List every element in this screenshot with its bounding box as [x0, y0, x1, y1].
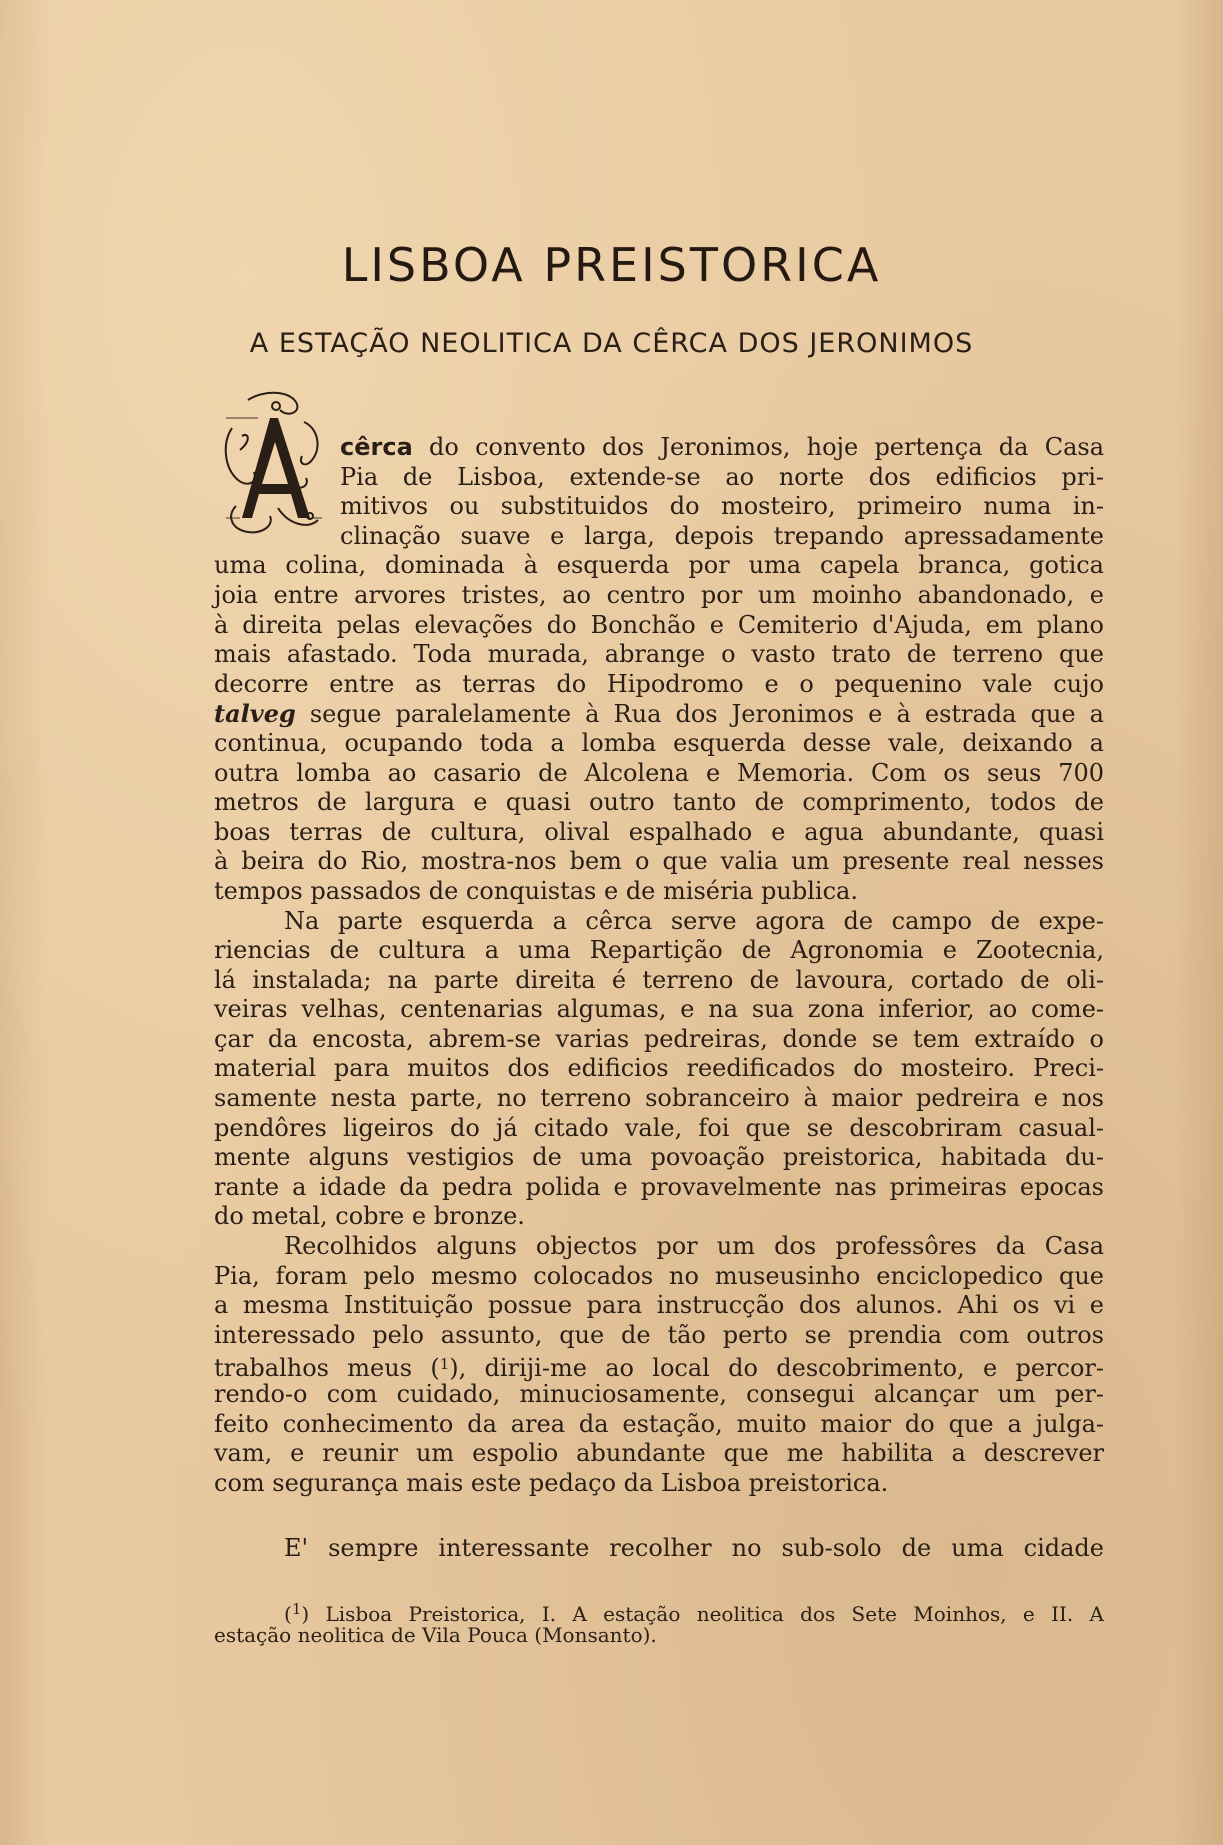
text-line: veiras velhas, centenarias algumas, e na sua zona inferior, ao come-	[214, 995, 1104, 1024]
text-line: Na parte esquerda a cêrca serve agora de campo de expe-	[284, 906, 1104, 935]
text-line: riencias de cultura a uma Repartição de Agronomia e Zootecnia,	[214, 936, 1104, 965]
footnote-line: ($^1$) Lisboa Preistorica, I. A estação neolitica dos Sete Moinhos, e II. A	[284, 1600, 1104, 1626]
text-line: trabalhos meus ($^1$), diriji-me ao local do descobrimento, e percor-	[214, 1354, 1104, 1383]
article-body	[214, 433, 1104, 1564]
text-line: cêrca do convento dos Jeronimos, hoje pertença da Casa	[340, 433, 1104, 461]
text-line: feito conhecimento da area da estação, muito maior do que a julga-	[214, 1409, 1104, 1438]
text-line: continua, ocupando toda a lomba esquerda desse vale, deixando a	[214, 728, 1104, 757]
footnote	[214, 1596, 1104, 1648]
text-line: talveg segue paralelamente à Rua dos Jeronimos e à estrada que a	[214, 699, 1104, 729]
text-line: rendo-o com cuidado, minuciosamente, consegui alcançar um per-	[214, 1380, 1104, 1408]
drop-cap-letter: A	[275, 506, 276, 507]
text-line: outra lomba ao casario de Alcolena e Memoria. Com os seus 700	[214, 758, 1104, 787]
text-line: E' sempre interessante recolher no sub-solo de uma cidade	[284, 1534, 1104, 1563]
text-line: mais afastado. Toda murada, abrange o vasto trato de terreno que	[214, 640, 1104, 669]
page-subtitle: A ESTAÇÃO NEOLITICA DA CÊRCA DOS JERONIMOS	[249, 328, 974, 359]
text-line: rante a idade da pedra polida e provavelmente nas primeiras epocas	[214, 1172, 1104, 1201]
text-line: decorre entre as terras do Hipodromo e o pequenino vale cujo	[214, 669, 1104, 698]
text-line: joia entre arvores tristes, ao centro por um moinho abandonado, e	[214, 580, 1104, 609]
text-line: mitivos ou substituidos do mosteiro, primeiro numa in-	[340, 492, 1104, 521]
text-line: material para muitos dos edificios reedificados do mosteiro. Preci-	[214, 1054, 1104, 1083]
text-line: lá instalada; na parte direita é terreno de lavoura, cortado de oli-	[214, 965, 1104, 994]
text-line: vam, e reunir um espolio abundante que me habilita a descrever	[214, 1439, 1104, 1468]
text-line: boas terras de cultura, olival espalhado e agua abundante, quasi	[214, 817, 1104, 846]
text-line: com segurança mais este pedaço da Lisboa preistorica.	[214, 1468, 889, 1497]
footnote-ref: 1	[439, 1355, 450, 1374]
text-line: Recolhidos alguns objectos por um dos professôres da Casa	[284, 1232, 1104, 1261]
text-line: uma colina, dominada à esquerda por uma capela branca, gotica	[214, 551, 1104, 580]
text-line: Pia, foram pelo mesmo colocados no museusinho enciclopedico que	[214, 1261, 1104, 1290]
text-line: à direita pelas elevações do Bonchão e Cemiterio d'Ajuda, em plano	[214, 610, 1104, 639]
page-title: LISBOA PREISTORICA	[341, 238, 882, 292]
text-line: pendôres ligeiros do já citado vale, foi que se descobriram casual-	[214, 1113, 1104, 1142]
text-line: Pia de Lisboa, extende-se ao norte dos edificios pri-	[340, 462, 1104, 491]
text-line: clinação suave e larga, depois trepando apressadamente	[340, 521, 1104, 550]
lead-word: cêrca	[340, 433, 413, 461]
italic-term: talveg	[214, 699, 296, 729]
text-line: mente alguns vestigios de uma povoação preistorica, habitada du-	[214, 1143, 1104, 1172]
paragraph-gap	[214, 1498, 1104, 1534]
text-line: samente nesta parte, no terreno sobranceiro à maior pedreira e nos	[214, 1084, 1104, 1113]
footnote-mark: 1	[291, 1600, 302, 1618]
footnote-line: estação neolitica de Vila Pouca (Monsanto).	[214, 1623, 657, 1647]
text-line: metros de largura e quasi outro tanto de comprimento, todos de	[214, 788, 1104, 817]
text-line: interessado pelo assunto, que de tão perto se prendia com outros	[214, 1320, 1104, 1349]
text-line: do metal, cobre e bronze.	[214, 1202, 525, 1231]
text-line: à beira do Rio, mostra-nos bem o que valia um presente real nesses	[214, 847, 1104, 876]
text-line: a mesma Instituição possue para instrucção dos alunos. Ahi os vi e	[214, 1291, 1104, 1320]
text-line: tempos passados de conquistas e de miséria publica.	[214, 876, 858, 905]
text-line: çar da encosta, abrem-se varias pedreiras, donde se tem extraído o	[214, 1024, 1104, 1053]
